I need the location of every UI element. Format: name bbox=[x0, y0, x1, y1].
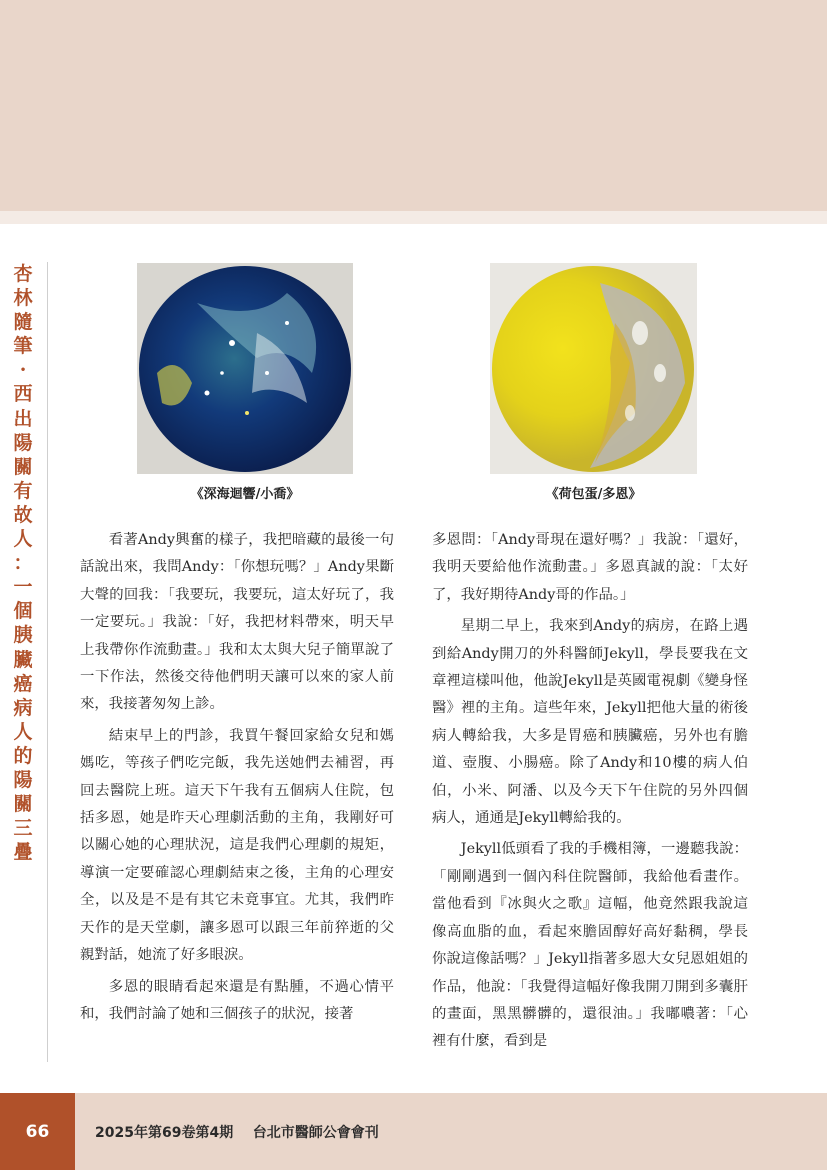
title-character: 林 bbox=[13, 287, 33, 310]
title-character: 故 bbox=[13, 503, 33, 526]
paragraph: 多恩的眼睛看起來還是有點腫，不過心情平和，我們討論了她和三個孩子的狀況，接著 bbox=[80, 978, 394, 1022]
title-character: 個 bbox=[13, 600, 33, 623]
image-caption: 《深海迴響/小喬》 bbox=[190, 487, 300, 502]
title-character: 出 bbox=[13, 407, 33, 430]
painting-deep-sea-image bbox=[137, 263, 353, 474]
title-character: 癌 bbox=[13, 672, 33, 695]
title-character: 杏 bbox=[13, 263, 33, 285]
painting-fried-egg-image bbox=[490, 263, 697, 474]
paragraph: 結束早上的門診，我買午餐回家給女兒和媽媽吃，等孩子們吃完飯，我先送她們去補習，再回去醫院上班。這天下午我有五個病人住院，包括多恩，她是昨天心理劇活動的主角，我剛好可以關心她的心理狀況，這是我們心理劇的規矩，導演一定要確認心理劇結束之後，主角的心理安全，以及是不是有其它未竟事宜。尤其，我們昨天作的是天堂劇，讓多恩可以跟三年前猝逝的父親對話，她流了好多眼淚。 bbox=[80, 727, 394, 964]
side-divider bbox=[47, 262, 48, 1062]
title-character: 的 bbox=[13, 744, 33, 767]
title-character: 臟 bbox=[13, 648, 33, 671]
title-character: · bbox=[19, 359, 27, 382]
issue-label: 2025年第69卷第4期 bbox=[95, 1125, 234, 1141]
title-character: 關 bbox=[13, 793, 33, 816]
title-character: 隨 bbox=[13, 311, 33, 334]
page-number: 66 bbox=[0, 1093, 75, 1170]
journal-info bbox=[95, 1122, 379, 1142]
title-character: 陽 bbox=[13, 768, 33, 791]
painting-deep-sea-icon bbox=[137, 263, 353, 474]
title-character: 三 bbox=[13, 817, 33, 840]
title-character: 人 bbox=[13, 720, 33, 743]
text-column-left bbox=[80, 527, 394, 1032]
vertical-article-title bbox=[8, 262, 38, 864]
paragraph: 多恩問：「Andy哥現在還好嗎？」我說：「還好，我明天要給他作流動畫。」多恩真誠的說：「太好了，我好期待Andy哥的作品。」 bbox=[432, 532, 748, 603]
title-character: 疊 bbox=[13, 841, 33, 864]
title-character: ： bbox=[13, 552, 33, 575]
top-decorative-band bbox=[0, 0, 827, 211]
image-caption: 《荷包蛋/多恩》 bbox=[545, 487, 642, 502]
title-character: 病 bbox=[13, 696, 33, 719]
top-stripe bbox=[0, 211, 827, 224]
title-character: 一 bbox=[13, 576, 33, 599]
title-character: 有 bbox=[13, 479, 33, 502]
title-character: 筆 bbox=[13, 335, 33, 358]
title-character: 陽 bbox=[13, 431, 33, 454]
text-column-right bbox=[432, 527, 748, 1060]
title-character: 關 bbox=[13, 455, 33, 478]
paragraph: 看著Andy興奮的樣子，我把暗藏的最後一句話說出來，我問Andy：「你想玩嗎？」Andy果斷大聲的回我：「我要玩，我要玩，這太好玩了，我一定要玩。」我說：「好，我把材料帶來，明天早上我帶你作流動畫。」我和太太與大兒子簡單說了一下作法，然後交待他們明天讓可以來的家人前來，我接著匆匆上診。 bbox=[80, 532, 394, 713]
title-character: 胰 bbox=[13, 624, 33, 647]
title-character: 人 bbox=[13, 528, 33, 551]
title-character: 西 bbox=[13, 383, 33, 406]
paragraph: Jekyll低頭看了我的手機相簿，一邊聽我說：「剛剛遇到一個內科住院醫師，我給他看畫作。當他看到『冰與火之歌』這幅，他竟然跟我說這像高血脂的血，看起來膽固醇好高好黏稠，學長你說這像話嗎？」Jekyll指著多恩大女兒恩姐姐的作品，他說：「我覺得這幅好像我開刀開到多囊肝的畫面，黑黑髒髒的，還很油。」我嘟噥著：「心裡有什麼，看到是 bbox=[432, 841, 748, 1050]
painting-fried-egg-icon bbox=[490, 263, 697, 474]
journal-name: 台北市醫師公會會刊 bbox=[252, 1125, 379, 1141]
paragraph: 星期二早上，我來到Andy的病房，在路上遇到給Andy開刀的外科醫師Jekyll，學長要我在文章裡這樣叫他，他說Jekyll是英國電視劇《變身怪醫》裡的主角。這些年來，Jekyll把他大量的術後病人轉給我，大多是胃癌和胰臟癌，另外也有膽道、壺腹、小腸癌。除了Andy和10樓的病人伯伯，小米、阿潘、以及今天下午住院的另外四個病人，通通是Jekyll轉給我的。 bbox=[432, 618, 748, 827]
